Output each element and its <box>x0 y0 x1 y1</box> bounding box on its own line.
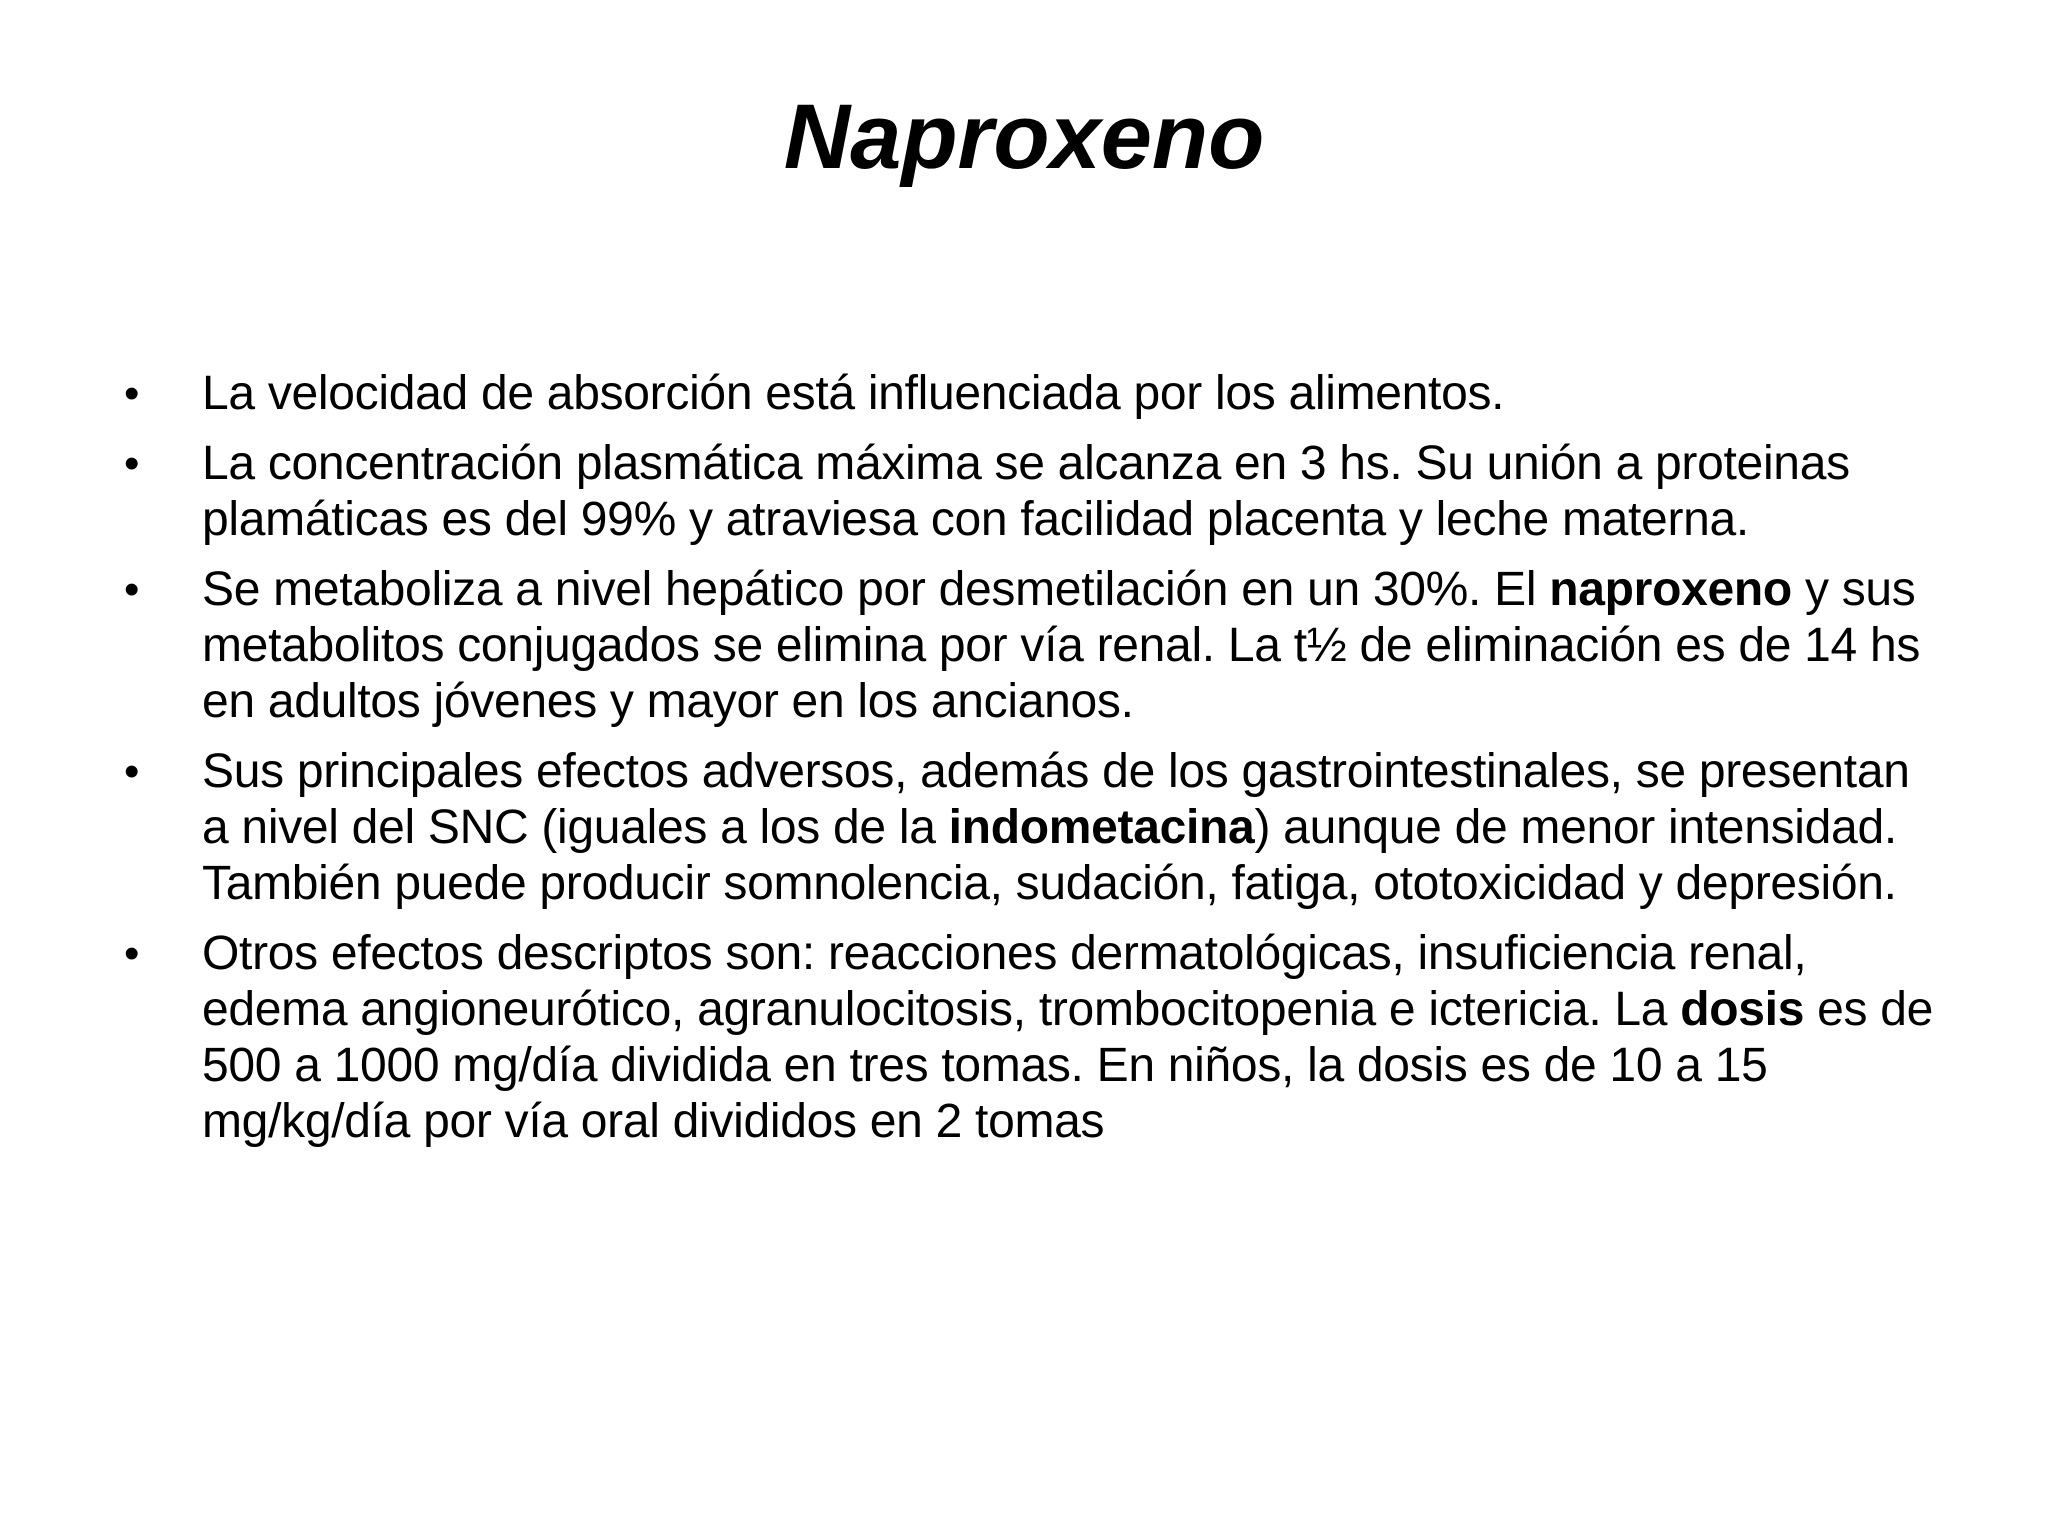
bold-term-indometacina: indometacina <box>948 801 1255 854</box>
bullet-icon: • <box>124 929 140 978</box>
bullet-text-start: Sus principales efectos adversos, además de los gastrointestinales, se presentan a nivel del SNC (iguales a los de la <box>202 745 1910 854</box>
bullet-item <box>118 562 1948 730</box>
bullet-text-end: ) aunque de menor intensidad. También puede producir somnolencia, sudación, fatiga, ototoxicidad y depresión. <box>202 801 1897 910</box>
bullet-item <box>118 926 1948 1150</box>
bullet-icon: • <box>124 747 140 796</box>
bold-term-naproxeno: naproxeno <box>1549 563 1792 616</box>
slide-title: Naproxeno <box>783 86 1265 188</box>
bold-term-dosis: dosis <box>1680 983 1805 1036</box>
bullet-list <box>118 366 1948 1164</box>
bullet-text: La velocidad de absorción está influenciada por los alimentos. <box>202 367 1505 420</box>
bullet-text-start: Otros efectos descriptos son: reacciones dermatológicas, insuficiencia renal, edema angioneurótico, agranulocitosis, trombocitopenia e ictericia. La <box>202 927 1807 1036</box>
bullet-item <box>118 366 1948 422</box>
bullet-icon: • <box>124 565 140 614</box>
bullet-item <box>118 744 1948 912</box>
bullet-icon: • <box>124 439 140 488</box>
bullet-text-end: es de 500 a 1000 mg/día dividida en tres tomas. En niños, la dosis es de 10 a 15 mg/kg/día por vía oral divididos en 2 tomas <box>202 983 1934 1148</box>
bullet-text-end: y sus metabolitos conjugados se elimina por vía renal. La t½ de eliminación es de 14 hs en adultos jóvenes y mayor en los ancianos. <box>202 563 1921 728</box>
bullet-text: La concentración plasmática máxima se alcanza en 3 hs. Su unión a proteinas plamáticas es del 99% y atraviesa con facilidad placenta y leche materna. <box>202 437 1850 546</box>
bullet-item <box>118 436 1948 548</box>
bullet-text-start: Se metaboliza a nivel hepático por desmetilación en un 30%. El <box>202 563 1550 616</box>
bullet-icon: • <box>124 369 140 418</box>
